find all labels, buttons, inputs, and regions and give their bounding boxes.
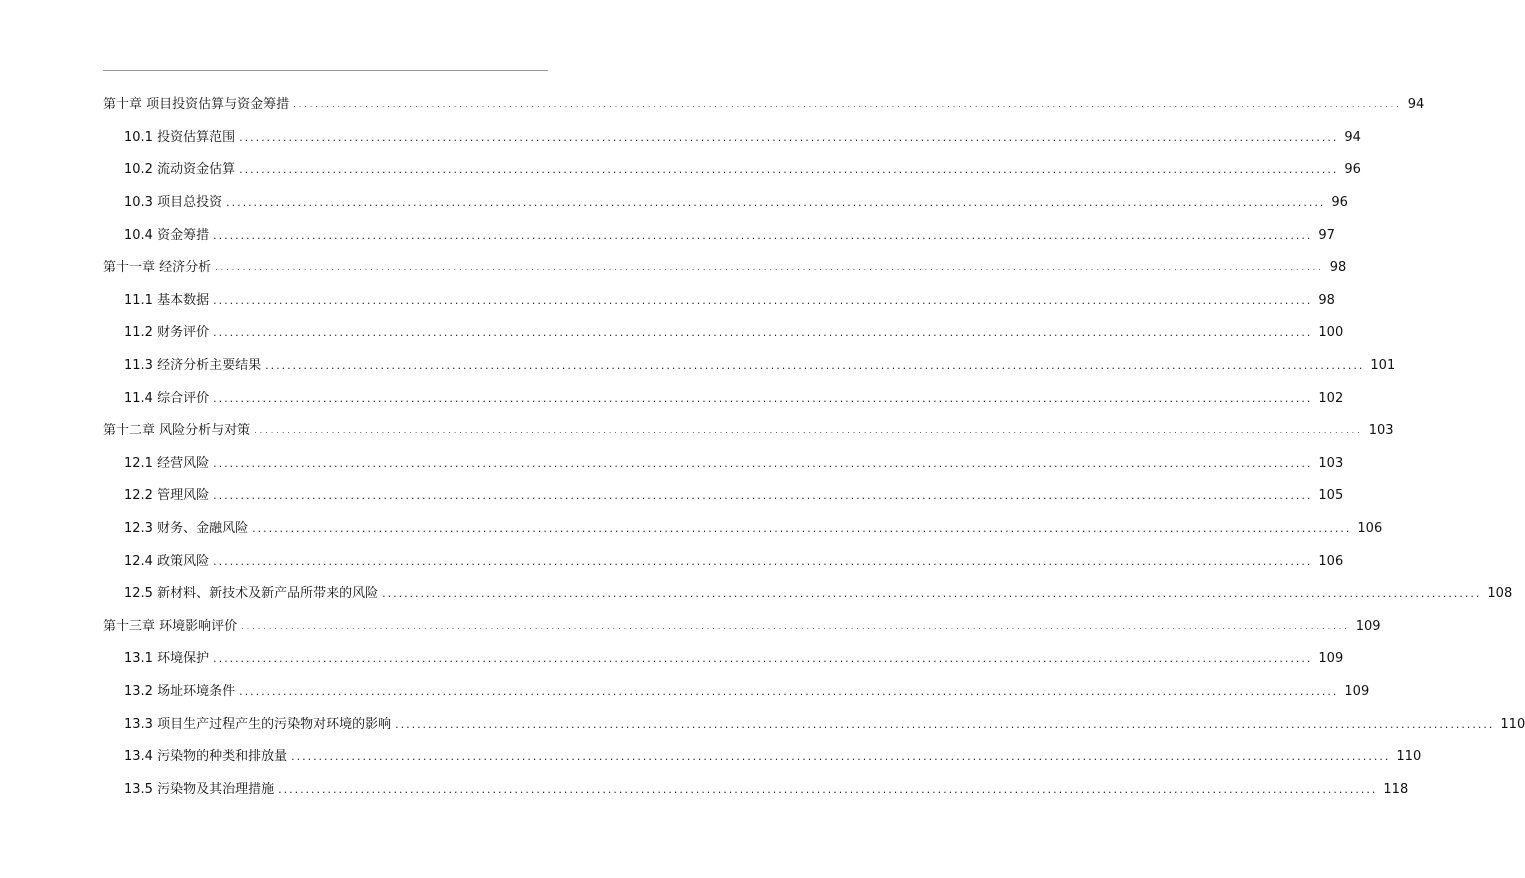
toc-entry-title: 12.3 财务、金融风险 [124,521,249,537]
toc-entry-title: 10.4 资金筹措 [124,227,210,243]
toc-page-number: 96 [1331,195,1348,211]
toc-entry-title: 13.1 环境保护 [124,651,210,667]
toc-entry-title: 11.3 经济分析主要结果 [124,358,262,374]
toc-page-number: 109 [1344,683,1370,699]
toc-page-number: 103 [1318,455,1344,471]
toc-section-entry[interactable] [0,676,1370,709]
toc-entry-title: 13.2 场址环境条件 [124,683,236,699]
toc-leader-dots: ........................................................................................................................................................................................................ [278,782,1378,796]
toc-page-number: 94 [1344,129,1361,145]
toc-section-entry[interactable] [0,545,1344,578]
toc-chapter-entry[interactable] [0,611,1381,644]
toc-section-entry[interactable] [0,219,1335,252]
toc-page-number: 98 [1318,292,1335,308]
toc-page-number: 103 [1368,423,1394,439]
toc-section-entry[interactable] [0,643,1344,676]
toc-section-entry[interactable] [0,350,1396,383]
toc-section-entry[interactable] [0,741,1422,774]
toc-page-number: 97 [1318,227,1335,243]
toc-page-number: 110 [1396,749,1422,765]
toc-page-number: 118 [1383,781,1409,797]
toc-entry-title: 第十三章 环境影响评价 [103,618,238,634]
toc-section-entry[interactable] [0,187,1348,220]
toc-leader-dots: ........................................................................................................................................................................................................ [213,293,1313,307]
toc-page-number: 105 [1318,488,1344,504]
toc-leader-dots: ........................................................................................................................................................................................................ [213,391,1313,405]
toc-entry-title: 11.4 综合评价 [124,390,210,406]
toc-section-entry[interactable] [0,578,1513,611]
toc-entry-title: 10.1 投资估算范围 [124,129,236,145]
toc-page-number: 98 [1329,260,1347,276]
toc-entry-title: 第十二章 风险分析与对策 [103,423,251,439]
toc-section-entry[interactable] [0,122,1361,155]
toc-entry-title: 12.1 经营风险 [124,455,210,471]
toc-section-entry[interactable] [0,317,1344,350]
toc-leader-dots: ........................................................................................................................................................................................................ [215,263,1324,273]
toc-entry-title: 12.2 管理风险 [124,488,210,504]
toc-section-entry[interactable] [0,154,1361,187]
toc-page-number: 102 [1318,390,1344,406]
toc-page-number: 109 [1318,651,1344,667]
toc-page-number: 96 [1344,162,1361,178]
toc-entry-title: 13.3 项目生产过程产生的污染物对环境的影响 [124,716,392,732]
toc-leader-dots: ........................................................................................................................................................................................................ [213,228,1313,242]
toc-page-number: 109 [1355,618,1381,634]
toc-chapter-entry[interactable] [0,415,1394,448]
toc-leader-dots: ........................................................................................................................................................................................................ [265,359,1365,373]
toc-entry-title: 13.5 污染物及其治理措施 [124,781,275,797]
toc-entry-title: 12.5 新材料、新技术及新产品所带来的风险 [124,586,379,602]
toc-entry-title: 第十一章 经济分析 [103,260,212,276]
toc-chapter-entry[interactable] [0,252,1347,285]
toc-leader-dots: ........................................................................................................................................................................................................ [291,750,1391,764]
toc-leader-dots: ........................................................................................................................................................................................................ [213,652,1313,666]
toc-leader-dots: ........................................................................................................................................................................................................ [213,326,1313,340]
toc-section-entry[interactable] [0,382,1344,415]
toc-entry-title: 10.2 流动资金估算 [124,162,236,178]
toc-entry-title: 12.4 政策风险 [124,553,210,569]
toc-leader-dots: ........................................................................................................................................................................................................ [382,587,1482,601]
toc-entry-title: 10.3 项目总投资 [124,195,223,211]
table-of-contents [0,89,1525,806]
toc-page-number: 110 [1500,716,1525,732]
toc-section-entry[interactable] [0,480,1344,513]
toc-page-number: 106 [1357,521,1383,537]
toc-section-entry[interactable] [0,513,1383,546]
toc-page-number: 108 [1487,586,1513,602]
toc-page-number: 101 [1370,358,1396,374]
toc-section-entry[interactable] [0,708,1525,741]
toc-page-number: 106 [1318,553,1344,569]
toc-section-entry[interactable] [0,448,1344,481]
toc-leader-dots: ........................................................................................................................................................................................................ [213,456,1313,470]
toc-entry-title: 13.4 污染物的种类和排放量 [124,749,288,765]
toc-page-number: 94 [1407,97,1425,113]
toc-leader-dots: ........................................................................................................................................................................................................ [239,130,1339,144]
toc-leader-dots: ........................................................................................................................................................................................................ [239,163,1339,177]
toc-leader-dots: ........................................................................................................................................................................................................ [395,717,1495,731]
toc-leader-dots: ........................................................................................................................................................................................................ [239,684,1339,698]
toc-section-entry[interactable] [0,773,1409,806]
toc-leader-dots: ........................................................................................................................................................................................................ [254,426,1363,436]
toc-chapter-entry[interactable] [0,89,1425,122]
toc-entry-title: 第十章 项目投资估算与资金筹措 [103,97,290,113]
toc-section-entry[interactable] [0,285,1335,318]
toc-leader-dots: ........................................................................................................................................................................................................ [213,554,1313,568]
toc-leader-dots: ........................................................................................................................................................................................................ [252,522,1352,536]
toc-leader-dots: ........................................................................................................................................................................................................ [293,100,1402,110]
toc-leader-dots: ........................................................................................................................................................................................................ [226,196,1326,210]
toc-entry-title: 11.1 基本数据 [124,292,210,308]
header-rule [103,70,548,71]
toc-leader-dots: ........................................................................................................................................................................................................ [241,621,1350,631]
toc-page-number: 100 [1318,325,1344,341]
toc-entry-title: 11.2 财务评价 [124,325,210,341]
toc-leader-dots: ........................................................................................................................................................................................................ [213,489,1313,503]
